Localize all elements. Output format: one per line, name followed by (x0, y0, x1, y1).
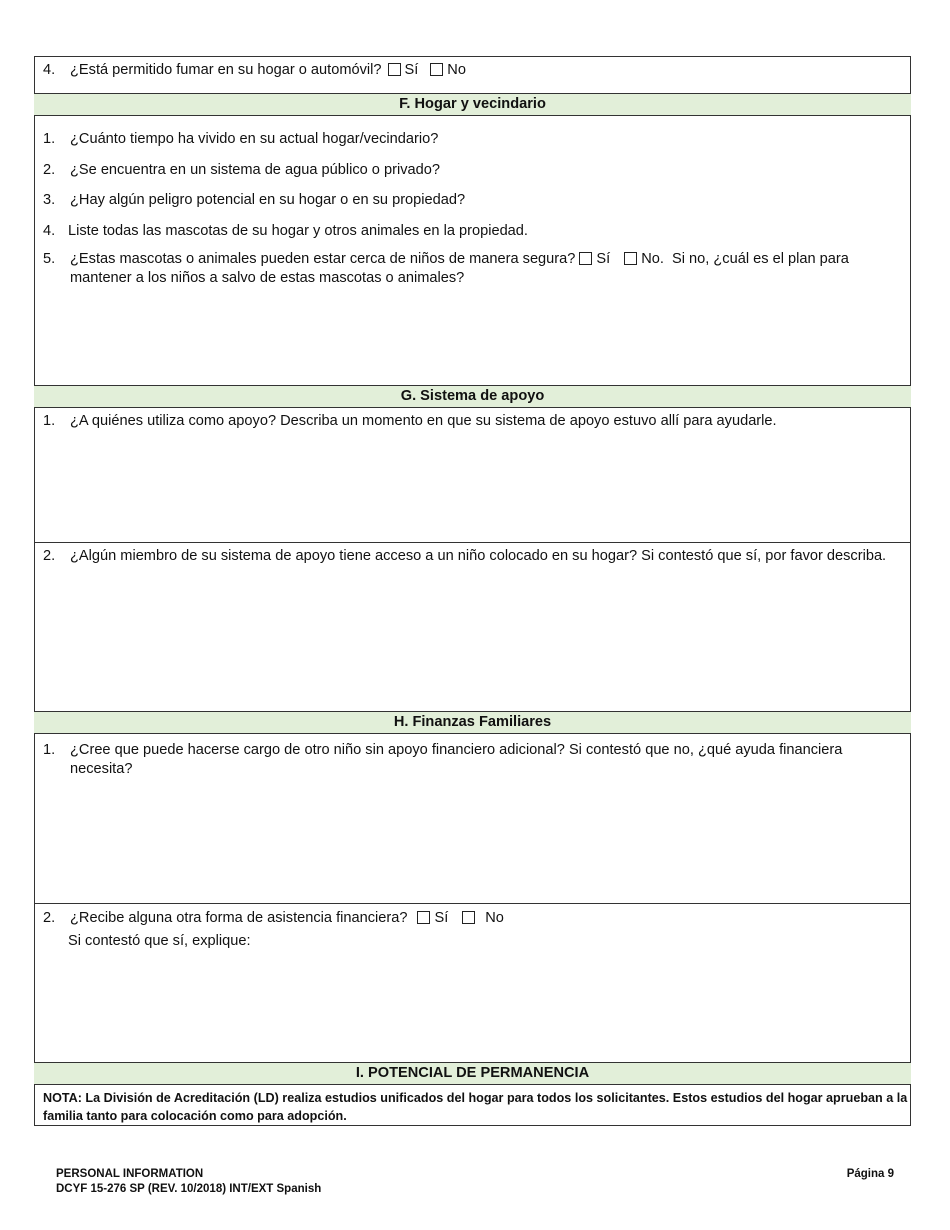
checkbox-yes[interactable] (579, 252, 592, 265)
question-text: ¿Está permitido fumar en su hogar o automóvil? (70, 62, 382, 78)
question-f5: 5. ¿Estas mascotas o animales pueden estar cerca de niños de manera segura? Sí No. Si no, ¿cuál es el plan para mantener a los niños a salvo de estas mascotas o animales? (43, 251, 849, 286)
checkbox-no[interactable] (462, 911, 475, 924)
divider (34, 903, 911, 904)
question-smoking: 4. ¿Está permitido fumar en su hogar o automóvil? Sí No (43, 62, 466, 78)
question-g1: 1. ¿A quiénes utiliza como apoyo? Describa un momento en que su sistema de apoyo estuvo allí para ayudarle. (43, 413, 777, 429)
footer-form-info (56, 1167, 321, 1197)
footer-line2: DCYF 15-276 SP (REV. 10/2018) INT/EXT Spanish (56, 1183, 322, 1195)
question-f2: 2. ¿Se encuentra en un sistema de agua público o privado? (43, 162, 440, 178)
checkbox-no[interactable] (430, 63, 443, 76)
form-frame (34, 56, 911, 1126)
section-f-header: F. Hogar y vecindario (34, 93, 911, 116)
question-f3: 3. ¿Hay algún peligro potencial en su hogar o en su propiedad? (43, 192, 466, 208)
question-g2: 2. ¿Algún miembro de su sistema de apoyo tiene acceso a un niño colocado en su hogar? Si contestó que sí, por favor describa. (43, 548, 887, 564)
note-text: NOTA: La División de Acreditación (LD) realiza estudios unificados del hogar para todos los solicitantes. Estos estudios del hogar aprueban a la familia tanto para colocación como para adopción. (43, 1091, 908, 1123)
question-h2: 2. ¿Recibe alguna otra forma de asistencia financiera? Sí No (43, 910, 504, 926)
question-h1: 1. ¿Cree que puede hacerse cargo de otro niño sin apoyo financiero adicional? Si contestó que no, ¿qué ayuda financiera necesita? (43, 742, 843, 777)
divider (34, 542, 911, 543)
section-g-header: G. Sistema de apoyo (34, 385, 911, 408)
question-f4: 4. Liste todas las mascotas de su hogar y otros animales en la propiedad. (43, 223, 528, 239)
section-i-header: I. POTENCIAL DE PERMANENCIA (34, 1062, 911, 1085)
checkbox-yes[interactable] (417, 911, 430, 924)
question-f1: 1. ¿Cuánto tiempo ha vivido en su actual hogar/vecindario? (43, 131, 439, 147)
question-h2-followup: Si contestó que sí, explique: (68, 933, 251, 949)
checkbox-yes[interactable] (388, 63, 401, 76)
checkbox-no[interactable] (624, 252, 637, 265)
page-number: Página 9 (846, 1168, 894, 1180)
footer-line1: PERSONAL INFORMATION (56, 1168, 204, 1180)
section-h-header: H. Finanzas Familiares (34, 711, 911, 734)
